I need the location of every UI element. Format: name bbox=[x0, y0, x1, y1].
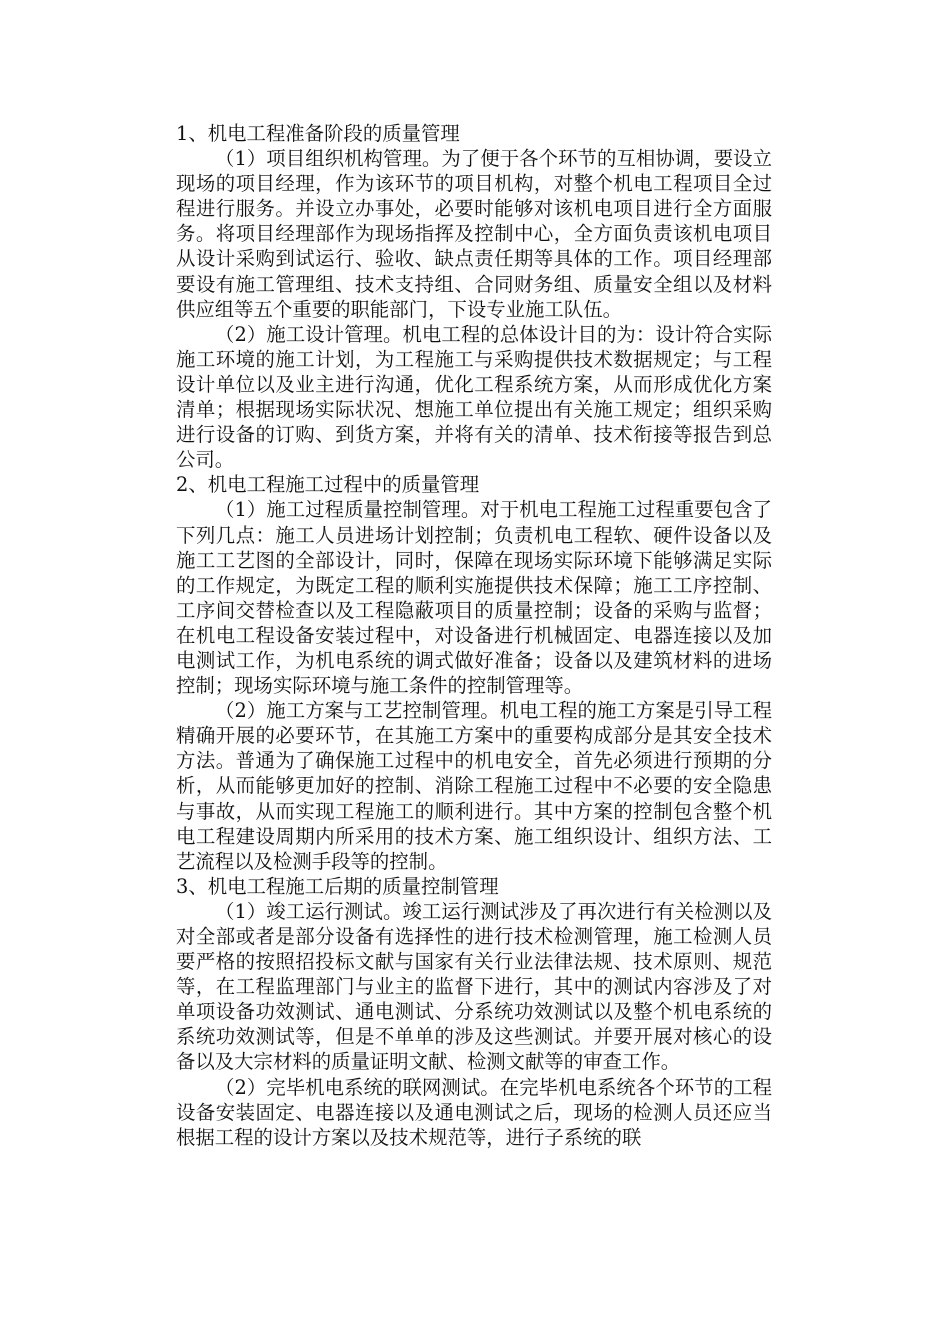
paragraph-project-organization: （1）项目组织机构管理。为了便于各个环节的互相协调，要设立现场的项目经理，作为该环节的项目机构，对整个机电工程项目全过程进行服务。并设立办事处，必要时能够对该机电项目进行全方面服务。将项目经理部作为现场指挥及控制中心，全方面负责该机电项目从设计采购到试运行、验收、缺点责任期等具体的工作。项目经理部要设有施工管理组、技术支持组、合同财务组、质量安全组以及材料供应组等五个重要的职能部门，下设专业施工队伍。 bbox=[176, 147, 772, 321]
paragraph-network-test: （2）完毕机电系统的联网测试。在完毕机电系统各个环节的工程设备安装固定、电器连接以及通电测试之后，现场的检测人员还应当根据工程的设计方案以及技术规范等，进行子系统的联 bbox=[176, 1075, 772, 1149]
paragraph-completion-test: （1）竣工运行测试。竣工运行测试涉及了再次进行有关检测以及对全部或者是部分设备有选择性的进行技术检测管理，施工检测人员要严格的按照招投标文献与国家有关行业法律法规、技术原则、规范等，在工程监理部门与业主的监督下进行，其中的测试内容涉及了对单项设备功效测试、通电测试、分系统功效测试以及整个机电系统的系统功效测试等，但是不单单的涉及这些测试。并要开展对核心的设备以及大宗材料的质量证明文献、检测文献等的审查工作。 bbox=[176, 899, 772, 1074]
section-heading-1: 1、机电工程准备阶段的质量管理 bbox=[176, 122, 460, 145]
paragraph-scheme-process-control: （2）施工方案与工艺控制管理。机电工程的施工方案是引导工程精确开展的必要环节，在其施工方案中的重要构成部分是其安全技术方法。普通为了确保施工过程中的机电安全，首先必须进行预期的分析，从而能够更加好的控制、消除工程施工过程中不必要的安全隐患与事故，从而实现工程施工的顺利进行。其中方案的控制包含整个机电工程建设周期内所采用的技术方案、施工组织设计、组织方法、工艺流程以及检测手段等的控制。 bbox=[176, 699, 772, 873]
paragraph-process-quality-control: （1）施工过程质量控制管理。对于机电工程施工过程重要包含了下列几点：施工人员进场计划控制；负责机电工程软、硬件设备以及施工工艺图的全部设计，同时，保障在现场实际环境下能够满足实际的工作规定，为既定工程的顺利实施提供技术保障；施工工序控制、工序间交替检查以及工程隐蔽项目的质量控制；设备的采购与监督；在机电工程设备安装过程中，对设备进行机械固定、电器连接以及加电测试工作，为机电系统的调式做好准备；设备以及建筑材料的进场控制；现场实际环境与施工条件的控制管理等。 bbox=[176, 498, 772, 698]
section-heading-3: 3、机电工程施工后期的质量控制管理 bbox=[176, 874, 499, 898]
section-heading-2: 2、机电工程施工过程中的质量管理 bbox=[176, 473, 480, 497]
document-page bbox=[176, 121, 772, 1150]
paragraph-construction-design: （2）施工设计管理。机电工程的总体设计目的为：设计符合实际施工环境的施工计划，为工程施工与采购提供技术数据规定；与工程设计单位以及业主进行沟通，优化工程系统方案，从而形成优化方案清单；根据现场实际状况、想施工单位提出有关施工规定；组织采购进行设备的订购、到货方案，并将有关的清单、技术衔接等报告到总公司。 bbox=[176, 322, 772, 472]
